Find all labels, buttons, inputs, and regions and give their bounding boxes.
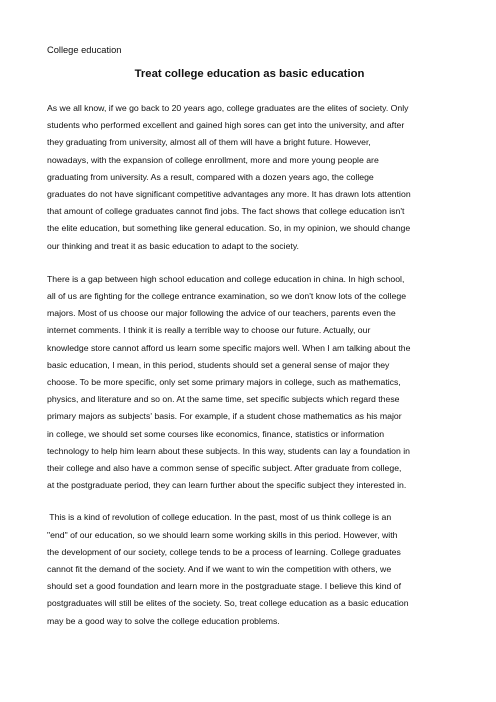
paragraph-spacer	[47, 255, 452, 271]
paragraph-line: our thinking and treat it as basic education to adapt to the society.	[47, 240, 299, 251]
paragraph-line: the development of our society, college tends to be a process of learning. College graduates	[47, 546, 401, 557]
paragraph-line: majors. Most of us choose our major following the advice of our teachers, parents even the	[47, 308, 396, 319]
paragraph-line: may be a good way to solve the college education problems.	[47, 615, 280, 626]
paragraph-line: that amount of college graduates cannot find jobs. The fact shows that college education isn't	[47, 206, 405, 217]
paragraph-line: in college, we should set some courses like economics, finance, statistics or information	[47, 428, 385, 439]
paragraph-line: their college and also have a common sense of specific subject. After graduate from college,	[47, 463, 402, 474]
paragraph-line: choose. To be more specific, only set some primary majors in college, such as mathematics,	[47, 377, 401, 388]
paragraph-line: There is a gap between high school education and college education in china. In high school,	[47, 273, 405, 284]
paragraph-line: primary majors as subjects' basis. For example, if a student chose mathematics as his major	[47, 411, 402, 422]
paragraph-line: knowledge store cannot afford us learn some specific majors well. When I am talking about the	[47, 342, 411, 353]
paragraph-line: should set a good foundation and learn more in the postgraduate stage. I believe this kind of	[47, 581, 402, 592]
paragraph-line: technology to help him learn about these subjects. In this way, students can lay a foundation in	[47, 445, 411, 456]
document-title: Treat college education as basic education	[134, 68, 365, 80]
paragraph-line: graduates do not have significant competitive advantages any more. It has drawn lots attention	[47, 189, 411, 200]
paragraph-line: all of us are fighting for the college entrance examination, so we don't know lots of the college	[47, 291, 407, 302]
paragraph-line: at the postgraduate period, they can learn further about the specific subject they interested in.	[47, 480, 407, 491]
paragraph-3	[47, 509, 452, 629]
paragraph-line: nowadays, with the expansion of college enrollment, more and more young people are	[47, 154, 379, 165]
document-category: College education	[47, 45, 122, 55]
paragraph-line: students who performed excellent and gained high sores can get into the university, and after	[47, 120, 405, 131]
paragraph-line: cannot fit the demand of the society. And if we want to win the competition with others, we	[47, 564, 392, 575]
paragraph-line: they graduating from university, almost all of them will have a bright future. However,	[47, 137, 371, 148]
paragraph-2	[47, 271, 452, 495]
paragraph-line: "end" of our education, so we should learn some working skills in this period. However, with	[47, 529, 398, 540]
paragraph-line: graduating from university. As a result, compared with a dozen years ago, the college	[47, 171, 374, 182]
paragraph-1	[47, 100, 452, 255]
paragraph-line: As we all know, if we go back to 20 years ago, college graduates are the elites of society. Only	[47, 103, 409, 113]
paragraph-line: physics, and literature and so on. At the same time, set specific subjects which regard these	[47, 394, 400, 405]
paragraph-line: the elite education, but something like general education. So, in my opinion, we should change	[47, 223, 411, 234]
paragraph-line: postgraduates will still be elites of the society. So, treat college education as a basic education	[47, 598, 409, 609]
paragraph-line: basic education, I mean, in this period, students should set a general sense of major they	[47, 359, 390, 370]
paragraph-line: internet comments. I think it is really a terrible way to choose our future. Actually, our	[47, 325, 371, 336]
paragraph-line: This is a kind of revolution of college education. In the past, most of us think college is an	[47, 512, 392, 523]
paragraph-spacer	[47, 494, 452, 509]
